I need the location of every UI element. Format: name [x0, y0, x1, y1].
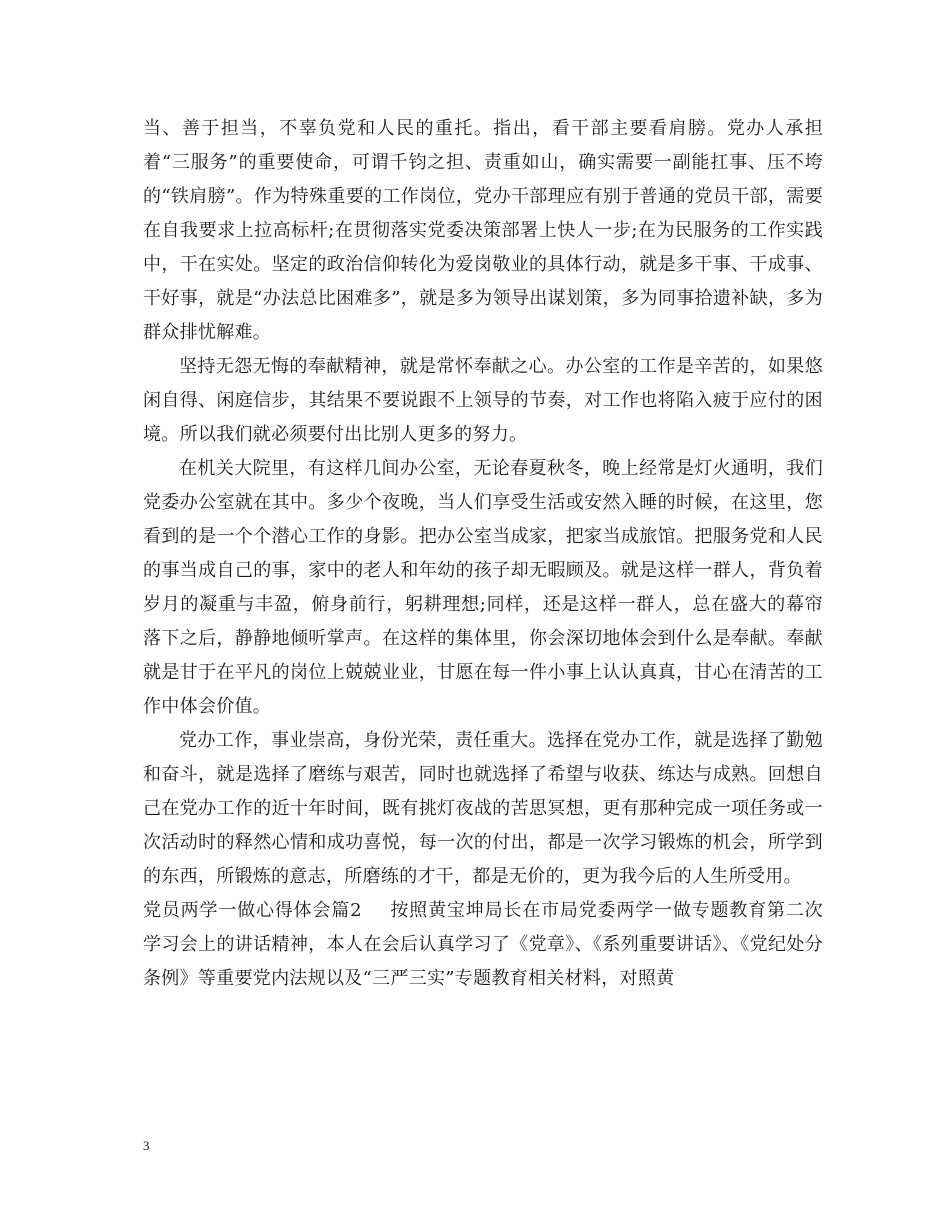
paragraph-4: 党办工作，事业崇高，身份光荣，责任重大。选择在党办工作，就是选择了勤勉和奋斗，就是选择了磨练与艰苦，同时也就选择了希望与收获、练达与成熟。回想自己在党办工作的近十年时间，既有挑灯夜战的苦思冥想，更有那种完成一项任务或一次活动时的释然心情和成功喜悦，每一次的付出，都是一次学习锻炼的机会，所学到的东西，所锻炼的意志，所磨练的才干，都是无价的，更为我今后的人生所受用。	[143, 730, 823, 887]
section-heading: 党员两学一做心得体会篇2	[143, 900, 362, 921]
paragraph-1: 当、善于担当，不辜负党和人民的重托。指出，看干部主要看肩膀。党办人承担着“三服务”的重要使命，可谓千钧之担、责重如山，确实需要一副能扛事、压不垮的“铁肩膀”。作为特殊重要的工作岗位，党办干部理应有别于普通的党员干部，需要在自我要求上拉高标杆;在贯彻落实党委决策部署上快人一步;在为民服务的工作实践中，干在实处。坚定的政治信仰转化为爱岗敬业的具体行动，就是多干事、干成事、干好事，就是“办法总比困难多”，就是多为领导出谋划策，多为同事拾遗补缺，多为群众排忧解难。	[143, 118, 823, 343]
page-number: 3	[143, 1138, 150, 1153]
paragraph-3: 在机关大院里，有这样几间办公室，无论春夏秋冬，晚上经常是灯火通明，我们党委办公室就在其中。多少个夜晚，当人们享受生活或安然入睡的时候，在这里，您看到的是一个个潜心工作的身影。把办公室当成家，把家当成旅馆。把服务党和人民的事当成自己的事，家中的老人和年幼的孩子却无暇顾及。就是这样一群人，背负着岁月的凝重与丰盈，俯身前行，躬耕理想;同样，还是这样一群人，总在盛大的幕帘落下之后，静静地倾听掌声。在这样的集体里，你会深切地体会到什么是奉献。奉献就是甘于在平凡的岗位上兢兢业业，甘愿在每一件小事上认认真真，甘心在清苦的工作中体会价值。	[143, 458, 823, 717]
section-paragraph	[143, 894, 823, 996]
section-text: 按照黄宝坤局长在市局党委两学一做专题教育第二次学习会上的讲话精神，本人在会后认真学习了《党章》、《系列重要讲话》、《党纪处分条例》等重要党内法规以及“三严三实”专题教育相关材料，对照黄	[143, 900, 823, 989]
document-body	[143, 112, 823, 996]
paragraph-2: 坚持无怨无悔的奉献精神，就是常怀奉献之心。办公室的工作是辛苦的，如果悠闲自得、闲庭信步，其结果不要说跟不上领导的节奏，对工作也将陷入疲于应付的困境。所以我们就必须要付出比别人更多的努力。	[143, 356, 823, 445]
